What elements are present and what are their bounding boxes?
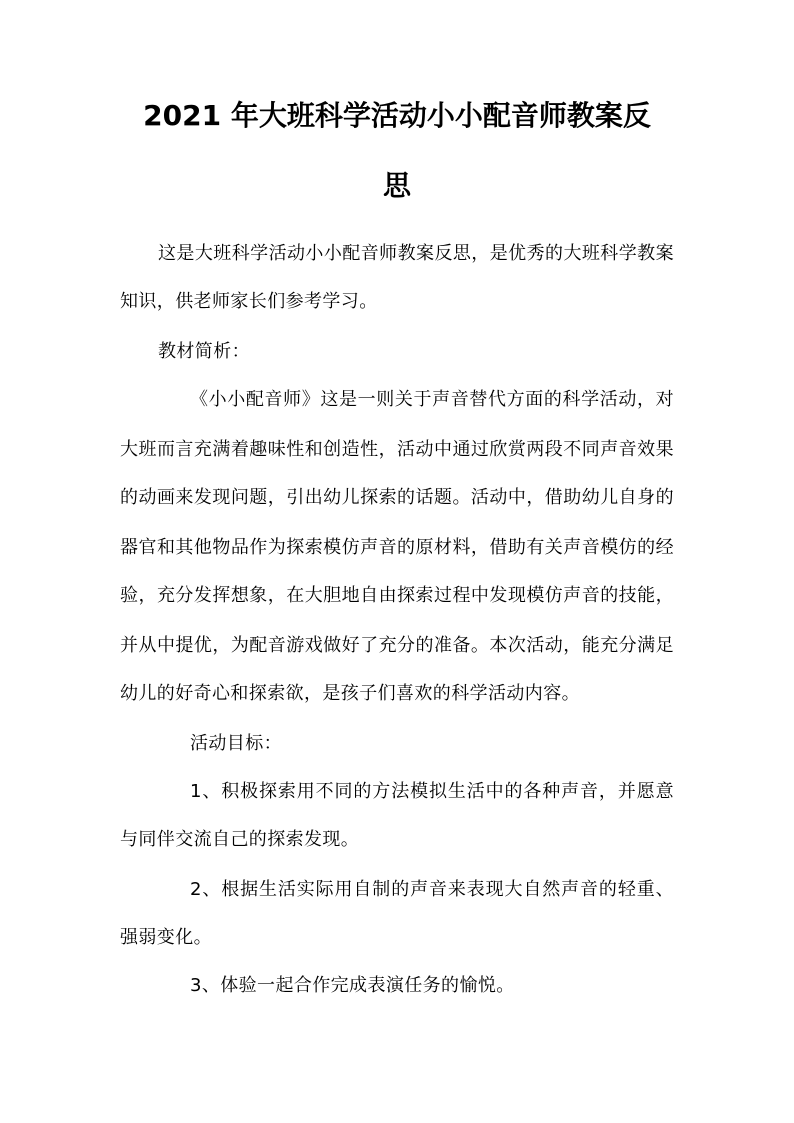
analysis-line-2: 大班而言充满着趣味性和创造性，活动中通过欣赏两段不同声音效果: [120, 439, 674, 460]
analysis-line-5: 验，充分发挥想象，在大胆地自由探索过程中发现模仿声音的技能，: [120, 585, 674, 606]
goal-2-line-2: 强弱变化。: [120, 927, 212, 948]
analysis-line-6: 并从中提优，为配音游戏做好了充分的准备。本次活动，能充分满足: [120, 635, 674, 656]
analysis-heading: 教材简析：: [158, 341, 250, 362]
analysis-line-3: 的动画来发现问题，引出幼儿探索的话题。活动中，借助幼儿自身的: [120, 487, 674, 508]
goal-1-line-1: 1、积极探索用不同的方法模拟生活中的各种声音，并愿意: [190, 781, 674, 802]
goal-3-line-1: 3、体验一起合作完成表演任务的愉悦。: [190, 975, 515, 996]
goal-1-line-2: 与同伴交流自己的探索发现。: [120, 829, 360, 850]
goals-heading: 活动目标：: [190, 733, 282, 754]
document-title-line-1: 2021 年大班科学活动小小配音师教案反: [143, 99, 651, 132]
analysis-line-7: 幼儿的好奇心和探索欲，是孩子们喜欢的科学活动内容。: [120, 683, 580, 704]
document-title-line-2: 思: [382, 169, 411, 202]
intro-paragraph-line-2: 知识，供老师家长们参考学习。: [120, 291, 378, 312]
intro-paragraph-line-1: 这是大班科学活动小小配音师教案反思，是优秀的大班科学教案: [158, 243, 674, 264]
goal-2-line-1: 2、根据生活实际用自制的声音来表现大自然声音的轻重、: [190, 879, 674, 900]
analysis-line-1: 《小小配音师》这是一则关于声音替代方面的科学活动，对: [190, 389, 674, 410]
analysis-line-4: 器官和其他物品作为探索模仿声音的原材料，借助有关声音模仿的经: [120, 537, 674, 558]
